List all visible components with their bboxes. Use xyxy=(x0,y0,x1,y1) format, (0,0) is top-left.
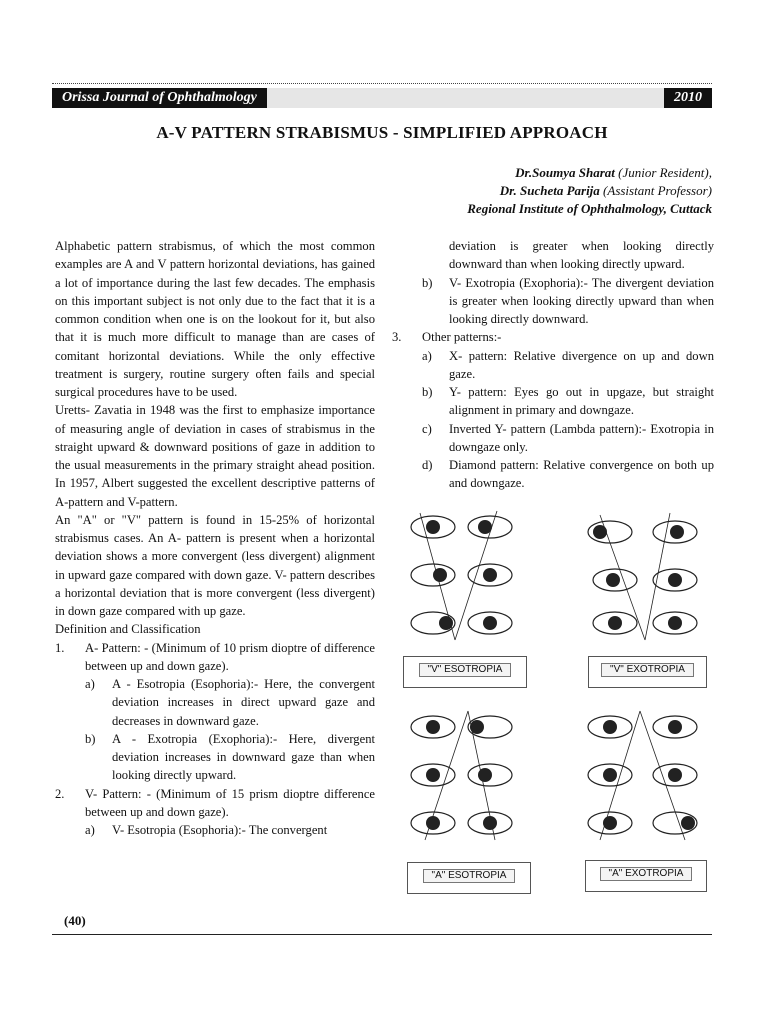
author-role: (Junior Resident), xyxy=(618,165,712,180)
list-text: X- pattern: Relative divergence on up and down gaze. xyxy=(449,348,714,381)
right-column xyxy=(392,237,714,493)
author-block xyxy=(467,164,712,218)
list-item xyxy=(392,420,714,457)
list-text: A- Pattern: - (Minimum of 10 prism dioptre of difference between up and down gaze). xyxy=(85,640,375,673)
list-text: V- Exotropia (Exophoria):- The divergent deviation is greater when looking directly upward than when looking directly downward. xyxy=(449,275,714,326)
list-item xyxy=(392,456,714,493)
author-name: Dr.Soumya Sharat xyxy=(515,165,615,180)
list-number: 3. xyxy=(392,330,402,345)
v-esotropia-diagram xyxy=(400,505,525,645)
figure-label-box xyxy=(403,656,527,688)
list-continuation: deviation is greater when looking directly downward than when looking directly upward. xyxy=(449,239,714,272)
paragraph: An "A" or "V" pattern is found in 15-25% of horizontal strabismus cases. An A- pattern is present when a horizontal deviation shows a more convergent (less divergent) alignment in upward gaze compared with down gaze. V- pattern describes a horizontal deviation that is more convergent (less divergent) in down gaze compared with up gaze. xyxy=(55,512,375,618)
list-number: a) xyxy=(85,677,95,691)
list-number: b) xyxy=(85,731,96,746)
figure-label: "V" EXOTROPIA xyxy=(601,663,694,677)
list-number: c) xyxy=(422,421,432,436)
figure-label: "A" ESOTROPIA xyxy=(423,869,516,883)
list-number: a) xyxy=(422,348,432,363)
list-text: Other patterns:- xyxy=(422,330,502,345)
footer-rule xyxy=(52,934,712,935)
a-esotropia-diagram xyxy=(400,705,525,845)
list-item xyxy=(55,730,375,785)
list-text: Diamond pattern: Relative convergence on both up and downgaze. xyxy=(449,458,714,491)
author-role: (Assistant Professor) xyxy=(603,183,712,198)
figure-label-box xyxy=(585,860,707,892)
v-exotropia-diagram xyxy=(585,505,710,645)
figure-label: "A" EXOTROPIA xyxy=(600,867,693,881)
list-text: A - Exotropia (Exophoria):- Here, divergent deviation increases in downward gaze than when looking directly upward. xyxy=(112,731,375,783)
list-item xyxy=(55,821,375,839)
list-number: b) xyxy=(422,385,433,399)
section-heading: Definition and Classification xyxy=(55,622,201,637)
list-text: V- Pattern: - (Minimum of 15 prism dioptre difference between up and down gaze). xyxy=(85,786,375,819)
list-item xyxy=(392,274,714,329)
list-text: A - Esotropia (Esophoria):- Here, the convergent deviation increases in direct upward gaze and decreases in downward gaze. xyxy=(112,677,375,728)
list-number: a) xyxy=(85,823,95,837)
journal-year: 2010 xyxy=(664,88,712,108)
author-name: Dr. Sucheta Parija xyxy=(499,183,600,198)
list-text: Inverted Y- pattern (Lambda pattern):- Exotropia in downgaze only. xyxy=(449,421,714,454)
figure-label-box xyxy=(407,862,531,894)
list-item xyxy=(55,675,375,730)
paragraph: Uretts- Zavatia in 1948 was the first to emphasize importance of measuring angle of deviation in cases of strabismus in the straight upward & downward positions of gaze in addition to the usual measurements in the primary straight ahead position. In 1957, Albert suggested the excellent descriptive patterns of A-pattern and V-pattern. xyxy=(55,403,375,509)
page-number: (40) xyxy=(64,913,86,928)
list-item xyxy=(392,328,714,346)
list-item xyxy=(392,347,714,384)
institute: Regional Institute of Ophthalmology, Cuttack xyxy=(467,201,712,216)
list-number: 2. xyxy=(55,786,65,801)
a-exotropia-diagram xyxy=(585,705,710,845)
header-dotted-rule xyxy=(52,83,712,84)
figure-label: "V" ESOTROPIA xyxy=(419,663,512,677)
paragraph: Alphabetic pattern strabismus, of which the most common examples are A and V pattern horizontal deviations, has gained a lot of importance during the last few decades. The emphasis on this important subject is not only due to the fact that it is a common condition when one is on the lookout for it, but also that it is much more difficult to manage than are cases of comitant horizontal deviations. While the only effective treatment is surgery, routine surgery often fails and special surgical procedures have to be used. xyxy=(55,239,375,399)
article-title: A-V PATTERN STRABISMUS - SIMPLIFIED APPROACH xyxy=(156,123,608,142)
list-number: b) xyxy=(422,275,433,290)
figure-label-box xyxy=(588,656,707,688)
list-item xyxy=(55,639,375,676)
left-column xyxy=(55,237,375,839)
list-text: Y- pattern: Eyes go out in upgaze, but straight alignment in primary and downgaze. xyxy=(449,385,714,418)
list-number: d) xyxy=(422,458,433,472)
journal-name: Orissa Journal of Ophthalmology xyxy=(52,88,267,108)
list-number: 1. xyxy=(55,640,65,655)
list-item xyxy=(392,383,714,420)
list-text: V- Esotropia (Esophoria):- The convergent xyxy=(112,823,328,837)
list-item xyxy=(55,785,375,822)
